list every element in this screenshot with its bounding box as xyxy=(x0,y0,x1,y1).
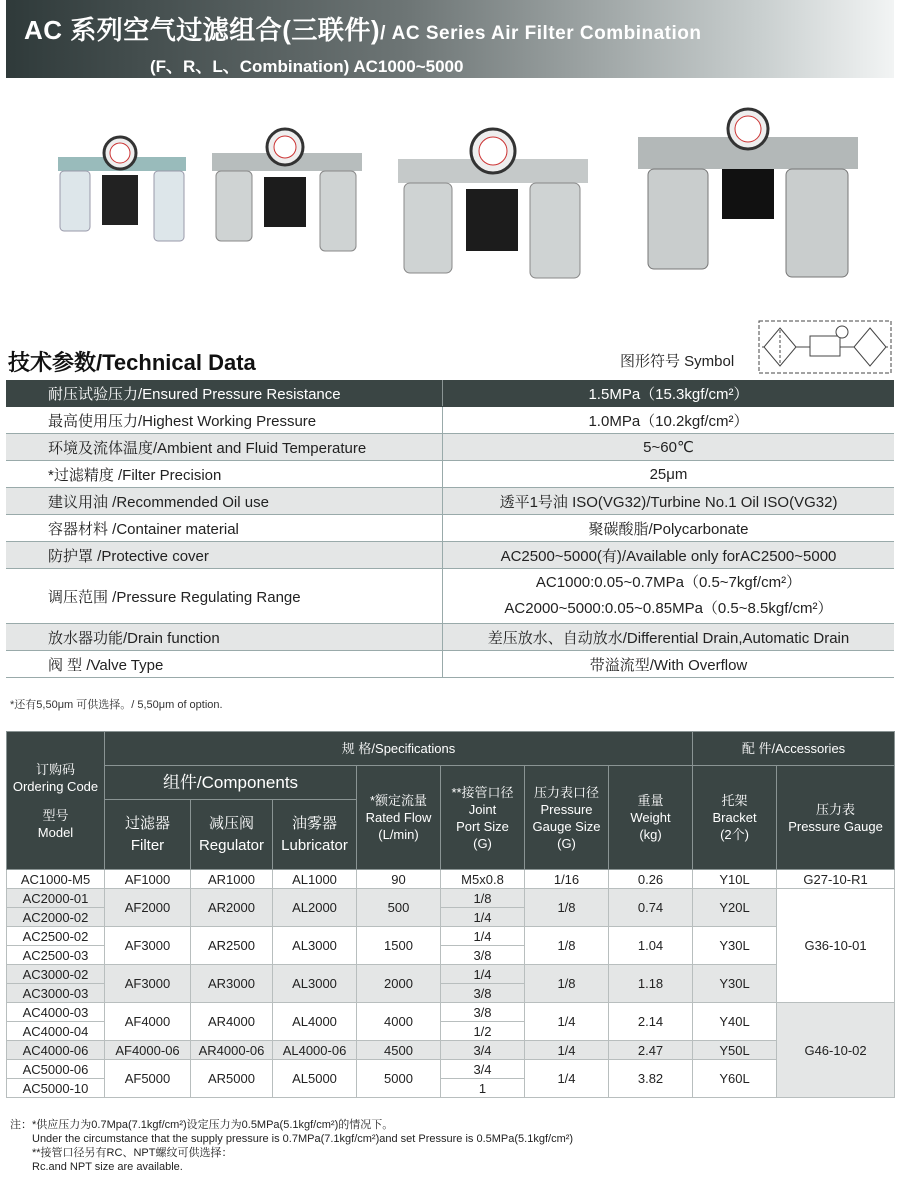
gauge-cell: G27-10-R1 xyxy=(777,870,895,889)
model-cell: AC4000-06 xyxy=(7,1041,105,1060)
header-text: 型号 xyxy=(42,807,69,823)
gauge-size-cell: 1/8 xyxy=(525,889,609,927)
flow-cell: 90 xyxy=(357,870,441,889)
tech-value xyxy=(443,569,895,624)
flow-cell: 1500 xyxy=(357,927,441,965)
precision-note: *还有5,50μm 可供选择。/ 5,50μm of option. xyxy=(10,699,223,711)
header-text: Gauge Size xyxy=(532,818,601,834)
regulator-cell: AR2500 xyxy=(191,927,273,965)
model-cell: AC2500-02 xyxy=(7,927,105,946)
product-photos xyxy=(0,95,900,305)
pressure-gauge-header xyxy=(777,766,895,870)
header-text: Bracket xyxy=(712,810,757,825)
lubricator-cell: AL1000 xyxy=(273,870,357,889)
port-cell: 1/4 xyxy=(441,908,525,927)
header-banner xyxy=(6,0,894,78)
model-cell: AC2000-02 xyxy=(7,908,105,927)
gauge-size-cell: 1/8 xyxy=(525,965,609,1003)
header-text: (L/min) xyxy=(378,827,419,842)
table-row xyxy=(6,515,894,542)
gauge-size-cell: 1/8 xyxy=(525,927,609,965)
port-cell: 3/4 xyxy=(441,1041,525,1060)
table-row xyxy=(7,766,895,800)
model-cell: AC5000-06 xyxy=(7,1060,105,1079)
symbol-label: 图形符号 Symbol xyxy=(620,353,735,370)
lubricator-cell: AL3000 xyxy=(273,965,357,1003)
tech-label: 环境及流体温度/Ambient and Fluid Temperature xyxy=(6,434,443,461)
bracket-cell: Y50L xyxy=(693,1041,777,1060)
product-image-ac3000 xyxy=(398,123,588,283)
header-text: Pressure Gauge xyxy=(788,818,883,834)
table-row xyxy=(6,461,894,488)
port-cell: 3/4 xyxy=(441,1060,525,1079)
tech-value: 1.0MPa（10.2kgf/cm²） xyxy=(443,407,895,434)
filter-cell: AF4000 xyxy=(105,1003,191,1041)
ordering-code-header xyxy=(7,732,105,870)
filter-header xyxy=(105,800,191,870)
header-text: 过滤器 xyxy=(124,814,170,832)
bracket-cell: Y20L xyxy=(693,889,777,927)
regulator-header xyxy=(191,800,273,870)
tech-value: 25μm xyxy=(443,461,895,488)
pneumatic-symbol-diagram xyxy=(758,320,892,374)
tech-value: 1.5MPa（15.3kgf/cm²） xyxy=(443,380,895,407)
table-row xyxy=(7,1041,895,1060)
footnote-line: Under the circumstance that the supply pressure is 0.7MPa(7.1kgf/cm²)and set Pressure is 0.5MPa(5.1kgf/cm²) xyxy=(32,1133,574,1145)
filter-cell: AF2000 xyxy=(105,889,191,927)
model-cell: AC4000-04 xyxy=(7,1022,105,1041)
model-cell: AC4000-03 xyxy=(7,1003,105,1022)
header-text: Regulator xyxy=(198,836,265,854)
gauge-size-cell: 1/4 xyxy=(525,1041,609,1060)
weight-cell: 2.47 xyxy=(609,1041,693,1060)
header-text: Weight xyxy=(630,810,671,825)
regulator-cell: AR2000 xyxy=(191,889,273,927)
header-text: (2个) xyxy=(720,827,749,842)
header-text: 压力表 xyxy=(816,801,856,817)
bracket-cell: Y60L xyxy=(693,1060,777,1098)
header-text: Filter xyxy=(130,836,165,854)
header-text: *额定流量 xyxy=(369,793,428,808)
header-text: 重量 xyxy=(637,793,664,808)
filter-cell: AF3000 xyxy=(105,927,191,965)
header-text: Model xyxy=(37,824,74,840)
rated-flow-header xyxy=(357,766,441,870)
port-cell: 1/2 xyxy=(441,1022,525,1041)
gauge-size-cell: 1/4 xyxy=(525,1060,609,1098)
table-row xyxy=(6,542,894,569)
gauge-size-header xyxy=(525,766,609,870)
weight-cell: 1.18 xyxy=(609,965,693,1003)
product-image-ac2000 xyxy=(212,127,362,262)
regulator-cell: AR4000 xyxy=(191,1003,273,1041)
tech-label: 耐压试验压力/Ensured Pressure Resistance xyxy=(6,380,443,407)
table-row xyxy=(7,965,895,984)
header-text: (G) xyxy=(473,835,492,851)
header-text: Ordering Code xyxy=(12,778,99,794)
port-size-header xyxy=(441,766,525,870)
port-cell: 3/8 xyxy=(441,984,525,1003)
tech-value-line: AC2000~5000:0.05~0.85MPa（0.5~8.5kgf/cm²） xyxy=(504,600,833,617)
tech-value: 5~60℃ xyxy=(443,434,895,461)
model-cell: AC5000-10 xyxy=(7,1079,105,1098)
header-text: Pressure xyxy=(540,801,593,817)
tech-value: 透平1号油 ISO(VG32)/Turbine No.1 Oil ISO(VG32) xyxy=(443,488,895,515)
port-cell: 1/4 xyxy=(441,927,525,946)
product-image-ac5000 xyxy=(638,107,858,287)
tech-label: 防护罩 /Protective cover xyxy=(6,542,443,569)
header-text: **接管口径 xyxy=(451,784,514,800)
filter-cell: AF4000-06 xyxy=(105,1041,191,1060)
tech-label: 建议用油 /Recommended Oil use xyxy=(6,488,443,515)
table-row xyxy=(7,732,895,766)
weight-cell: 0.74 xyxy=(609,889,693,927)
regulator-cell: AR4000-06 xyxy=(191,1041,273,1060)
header-text: (G) xyxy=(557,835,576,851)
model-cell: AC3000-02 xyxy=(7,965,105,984)
header-text: 订购码 xyxy=(35,761,75,777)
port-cell: 3/8 xyxy=(441,946,525,965)
flow-cell: 5000 xyxy=(357,1060,441,1098)
page-title: AC 系列空气过滤组合(三联件)/ AC Series Air Filter Combination xyxy=(24,15,702,45)
table-row xyxy=(6,569,894,624)
header-text: 压力表口径 xyxy=(533,784,599,800)
model-cell: AC1000-M5 xyxy=(7,870,105,889)
filter-cell: AF1000 xyxy=(105,870,191,889)
weight-cell: 0.26 xyxy=(609,870,693,889)
tech-value: 聚碳酸脂/Polycarbonate xyxy=(443,515,895,542)
header-text: Lubricator xyxy=(281,836,348,854)
technical-data-table xyxy=(6,380,894,678)
model-cell: AC3000-03 xyxy=(7,984,105,1003)
table-row xyxy=(6,434,894,461)
header-text: Joint xyxy=(468,801,497,817)
bracket-cell: Y40L xyxy=(693,1003,777,1041)
gauge-size-cell: 1/16 xyxy=(525,870,609,889)
table-row xyxy=(7,889,895,908)
lubricator-cell: AL4000 xyxy=(273,1003,357,1041)
weight-cell: 1.04 xyxy=(609,927,693,965)
bracket-cell: Y10L xyxy=(693,870,777,889)
specifications-table xyxy=(6,731,895,1098)
specifications-header: 规 格/Specifications xyxy=(105,732,693,766)
port-cell: 1/4 xyxy=(441,965,525,984)
flow-cell: 500 xyxy=(357,889,441,927)
header-text: 托架 xyxy=(721,793,748,808)
flow-cell: 4000 xyxy=(357,1003,441,1041)
page-subtitle: (F、R、L、Combination) AC1000~5000 xyxy=(150,57,464,76)
lubricator-header xyxy=(273,800,357,870)
product-image-ac1000 xyxy=(58,135,188,255)
technical-data-title: 技术参数/Technical Data xyxy=(8,350,256,375)
model-cell: AC2000-01 xyxy=(7,889,105,908)
header-text: (kg) xyxy=(639,827,662,842)
weight-cell: 3.82 xyxy=(609,1060,693,1098)
filter-cell: AF5000 xyxy=(105,1060,191,1098)
tech-value: 带溢流型/With Overflow xyxy=(443,651,895,678)
model-cell: AC2500-03 xyxy=(7,946,105,965)
components-header: 组件/Components xyxy=(105,766,357,800)
table-row xyxy=(7,870,895,889)
bracket-cell: Y30L xyxy=(693,965,777,1003)
bracket-header xyxy=(693,766,777,870)
lubricator-cell: AL2000 xyxy=(273,889,357,927)
tech-value: 差压放水、自动放水/Differential Drain,Automatic Drain xyxy=(443,624,895,651)
table-row xyxy=(6,624,894,651)
table-row xyxy=(7,1060,895,1079)
lubricator-cell: AL3000 xyxy=(273,927,357,965)
weight-cell: 2.14 xyxy=(609,1003,693,1041)
table-row xyxy=(7,1003,895,1022)
footnote-line: 注：*供应压力为0.7Mpa(7.1kgf/cm²)设定压力为0.5MPa(5.1kgf/cm²)的情况下。 xyxy=(10,1119,394,1131)
gauge-size-cell: 1/4 xyxy=(525,1003,609,1041)
table-row xyxy=(6,651,894,678)
regulator-cell: AR1000 xyxy=(191,870,273,889)
table-row xyxy=(7,927,895,946)
tech-label: 阀 型 /Valve Type xyxy=(6,651,443,678)
filter-cell: AF3000 xyxy=(105,965,191,1003)
port-cell: 3/8 xyxy=(441,1003,525,1022)
footnote-line: Rc.and NPT size are available. xyxy=(32,1161,183,1173)
port-cell: 1/8 xyxy=(441,889,525,908)
regulator-cell: AR5000 xyxy=(191,1060,273,1098)
port-cell: 1 xyxy=(441,1079,525,1098)
tech-label: *过滤精度 /Filter Precision xyxy=(6,461,443,488)
tech-label: 调压范围 /Pressure Regulating Range xyxy=(6,569,443,624)
accessories-header: 配 件/Accessories xyxy=(693,732,895,766)
flow-cell: 4500 xyxy=(357,1041,441,1060)
table-row xyxy=(6,407,894,434)
table-row xyxy=(6,380,894,407)
footnotes xyxy=(10,1118,573,1174)
flow-cell: 2000 xyxy=(357,965,441,1003)
weight-header xyxy=(609,766,693,870)
header-text: Rated Flow xyxy=(365,810,432,825)
header-text: Port Size xyxy=(456,818,509,834)
lubricator-cell: AL5000 xyxy=(273,1060,357,1098)
tech-label: 最高使用压力/Highest Working Pressure xyxy=(6,407,443,434)
regulator-cell: AR3000 xyxy=(191,965,273,1003)
tech-value-line: AC1000:0.05~0.7MPa（0.5~7kgf/cm²） xyxy=(535,574,802,591)
header-text: 减压阀 xyxy=(208,814,254,832)
bracket-cell: Y30L xyxy=(693,927,777,965)
tech-label: 放水器功能/Drain function xyxy=(6,624,443,651)
table-row xyxy=(6,488,894,515)
gauge-cell: G36-10-01 xyxy=(777,889,895,1003)
header-text: 油雾器 xyxy=(291,814,337,832)
port-cell: M5x0.8 xyxy=(441,870,525,889)
gauge-cell: G46-10-02 xyxy=(777,1003,895,1098)
footnote-line: **接管口径另有RC、NPT螺纹可供选择： xyxy=(32,1147,233,1159)
tech-value: AC2500~5000(有)/Available only forAC2500~5000 xyxy=(443,542,895,569)
tech-label: 容器材料 /Container material xyxy=(6,515,443,542)
lubricator-cell: AL4000-06 xyxy=(273,1041,357,1060)
